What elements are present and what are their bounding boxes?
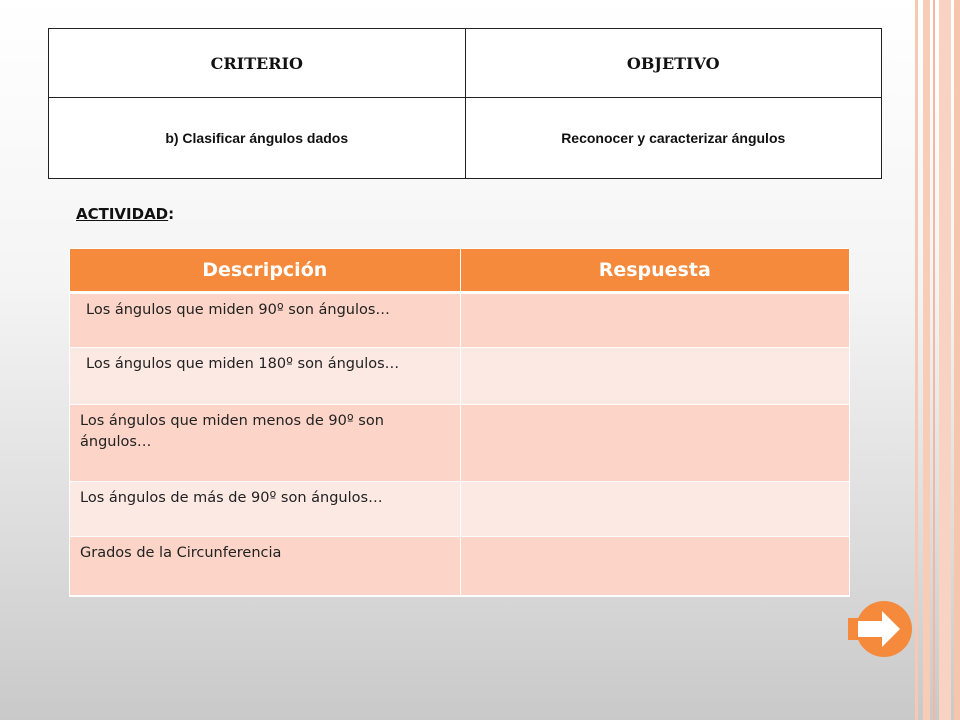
objetivo-value: Reconocer y caracterizar ángulos bbox=[465, 98, 882, 179]
respuesta-header: Respuesta bbox=[460, 249, 849, 293]
actividad-heading bbox=[76, 205, 174, 223]
actividad-colon: : bbox=[168, 205, 175, 223]
descripcion-cell: Los ángulos que miden 180º son ángulos… bbox=[70, 348, 460, 405]
descripcion-header: Descripción bbox=[70, 249, 460, 293]
respuesta-cell[interactable] bbox=[460, 348, 849, 405]
table-row bbox=[70, 348, 849, 405]
respuesta-cell[interactable] bbox=[460, 537, 849, 596]
descripcion-cell: Los ángulos que miden 90º son ángulos… bbox=[70, 293, 460, 348]
criterio-value: b) Clasificar ángulos dados bbox=[49, 98, 466, 179]
descripcion-cell: Los ángulos que miden menos de 90º son ángulos… bbox=[70, 405, 460, 482]
decorative-side-stripes bbox=[915, 0, 960, 720]
objetivo-header: OBJETIVO bbox=[465, 29, 882, 98]
actividad-label: ACTIVIDAD bbox=[76, 205, 169, 223]
table-row bbox=[70, 537, 849, 596]
descripcion-cell: Grados de la Circunferencia bbox=[70, 537, 460, 596]
table-row bbox=[70, 482, 849, 537]
activity-table bbox=[70, 249, 849, 596]
criterio-header: CRITERIO bbox=[49, 29, 466, 98]
respuesta-cell[interactable] bbox=[460, 293, 849, 348]
right-arrow-icon bbox=[848, 600, 912, 658]
table-row bbox=[70, 405, 849, 482]
next-slide-button[interactable] bbox=[848, 600, 912, 658]
respuesta-cell[interactable] bbox=[460, 482, 849, 537]
descripcion-cell: Los ángulos de más de 90º son ángulos… bbox=[70, 482, 460, 537]
respuesta-cell[interactable] bbox=[460, 405, 849, 482]
criteria-table bbox=[48, 28, 882, 179]
table-row bbox=[70, 293, 849, 348]
